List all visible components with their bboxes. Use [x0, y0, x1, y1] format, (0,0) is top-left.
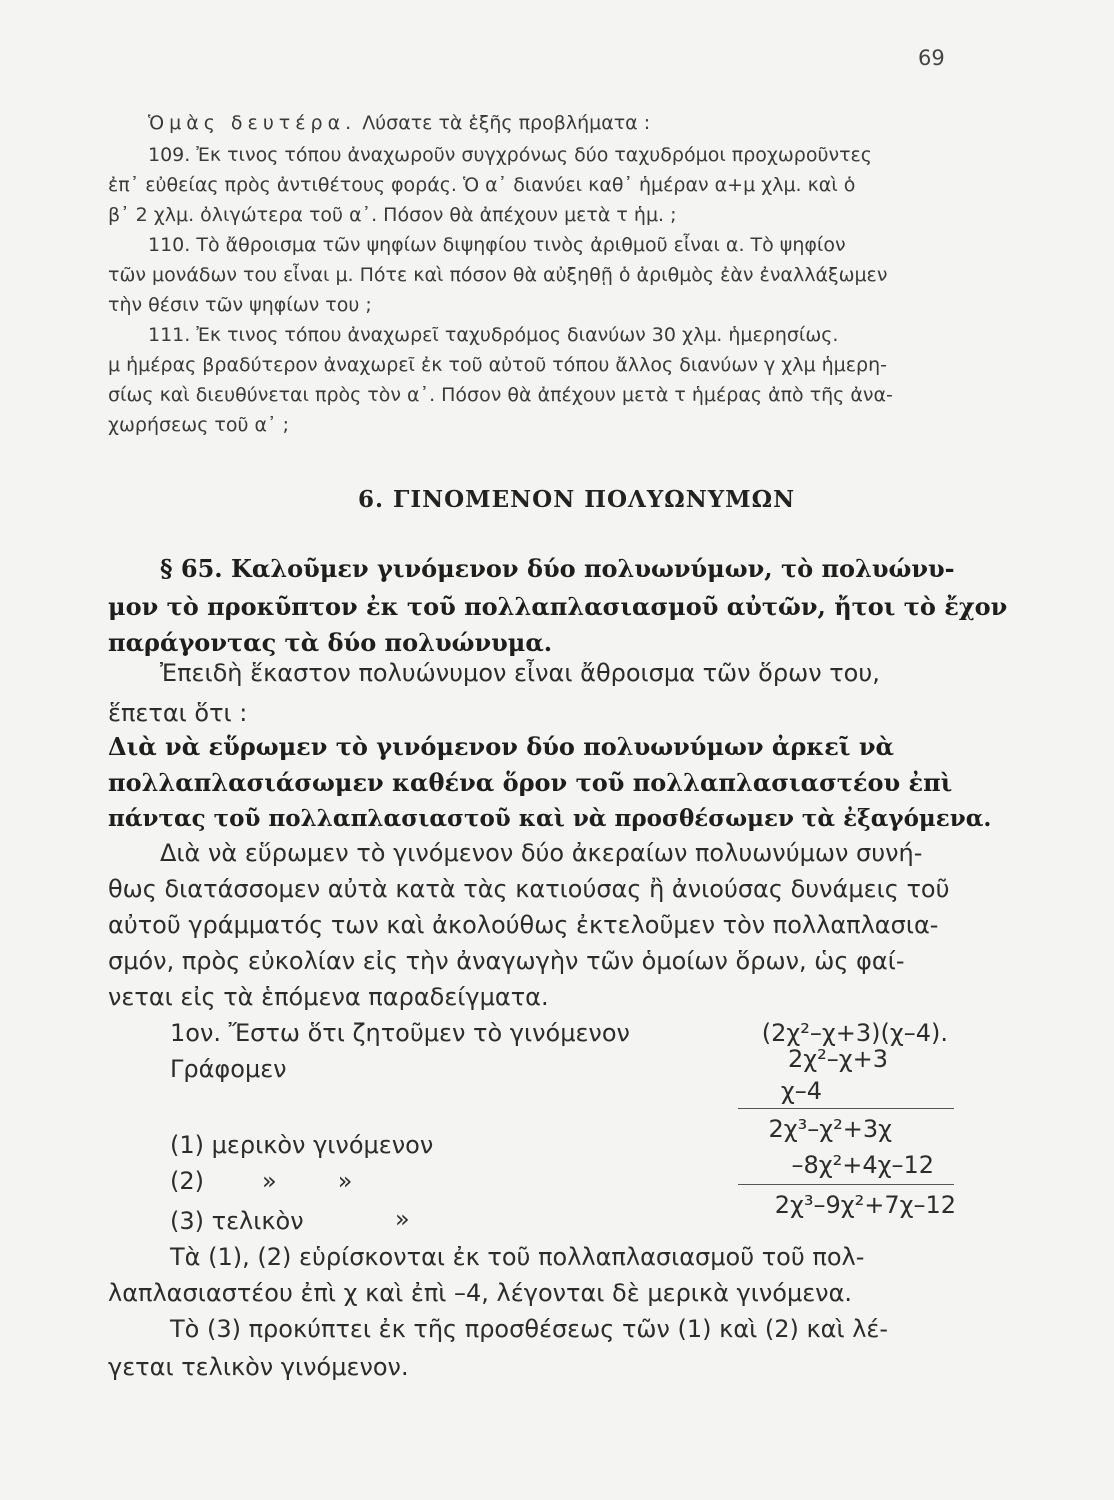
multiplier: χ–4	[780, 1077, 822, 1105]
section-title: 6. ΓΙΝΟΜΕΝΟΝ ΠΟΛΥΩΝΥΜΩΝ	[358, 486, 796, 513]
write-label: Γράφομεν	[170, 1055, 287, 1083]
row3-mark: »	[395, 1205, 410, 1233]
definition-line: § 65. Καλοῦμεν γινόμενον δύο πολυωνύμων, τὸ πολυώνυ-	[160, 554, 955, 583]
paragraph-line: Διὰ νὰ εὕρωμεν τὸ γινόμενον δύο ἀκεραίων πολυωνύμων συνή-	[160, 839, 923, 867]
rule-line: Διὰ νὰ εὕρωμεν τὸ γινόμενον δύο πολυωνύμων ἀρκεῖ νὰ	[108, 732, 894, 761]
rule-line-1	[738, 1108, 954, 1109]
exercise-group-text: Λύσατε τὰ ἑξῆς προβλήματα :	[362, 112, 651, 134]
exercise-line: 111. Ἐκ τινος τόπου ἀναχωρεῖ ταχυδρόμος διανύων 30 χλμ. ἡμερησίως.	[148, 324, 839, 346]
closing-line: γεται τελικὸν γινόμενον.	[108, 1353, 409, 1381]
exercise-line: σίως καὶ διευθύνεται πρὸς τὸν α᾽. Πόσον θὰ ἀπέχουν μετὰ τ ἡμέρας ἀπὸ τῆς ἀνα-	[108, 384, 893, 406]
rule-line: πάντας τοῦ πολλαπλασιαστοῦ καὶ νὰ προσθέσωμεν τὰ ἐξαγόμενα.	[108, 805, 992, 832]
closing-line: λαπλασιαστέου ἐπὶ χ καὶ ἐπὶ –4, λέγονται δὲ μερικὰ γινόμενα.	[108, 1279, 853, 1307]
multiplicand: 2χ²–χ+3	[788, 1045, 888, 1073]
final-product: 2χ³–9χ²+7χ–12	[774, 1191, 956, 1219]
exercise-line: τὴν θέσιν τῶν ψηφίων του ;	[108, 294, 372, 316]
paragraph-line: ἕπεται ὅτι :	[108, 699, 248, 727]
row1-label: (1) μερικὸν γινόμενον	[170, 1131, 434, 1159]
partial-product-2: –8χ²+4χ–12	[791, 1151, 934, 1179]
exercise-line: 109. Ἐκ τινος τόπου ἀναχωροῦν συγχρόνως δύο ταχυδρόμοι προχωροῦντες	[148, 144, 872, 166]
exercise-line: ἐπ᾽ εὐθείας πρὸς ἀντιθέτους φοράς. Ὁ α᾽ διανύει καθ᾽ ἡμέραν α+μ χλμ. καὶ ὁ	[108, 174, 856, 196]
exercise-line: τῶν μονάδων του εἶναι μ. Πότε καὶ πόσον θὰ αὐξηθῇ ὁ ἀριθμὸς ἐὰν ἐναλλάξωμεν	[108, 264, 888, 286]
rule-line: πολλαπλασιάσωμεν καθένα ὅρον τοῦ πολλαπλασιαστέου ἐπὶ	[108, 768, 953, 797]
paragraph-line: Ἐπειδὴ ἕκαστον πολυώνυμον εἶναι ἄθροισμα τῶν ὅρων του,	[160, 659, 880, 687]
closing-line: Τὰ (1), (2) εὑρίσκονται ἐκ τοῦ πολλαπλασιασμοῦ τοῦ πολ-	[170, 1243, 865, 1271]
paragraph-line: σμόν, πρὸς εὐκολίαν εἰς τὴν ἀναγωγὴν τῶν ὁμοίων ὅρων, ὡς φαί-	[108, 947, 905, 975]
exercise-group-heading	[148, 114, 998, 133]
exercise-line: β᾽ 2 χλμ. ὀλιγώτερα τοῦ α᾽. Πόσον θὰ ἀπέχουν μετὰ τ ἡμ. ;	[108, 204, 677, 226]
row2-label: (2)	[170, 1167, 204, 1195]
closing-line: Τὸ (3) προκύπτει ἐκ τῆς προσθέσεως τῶν (1) καὶ (2) καὶ λέ-	[170, 1315, 889, 1343]
rule-line-2	[738, 1184, 954, 1185]
example-intro: 1ον. Ἔστω ὅτι ζητοῦμεν τὸ γινόμενον	[170, 1019, 630, 1047]
definition-line: παράγοντας τὰ δύο πολυώνυμα.	[108, 628, 553, 657]
exercise-line: 110. Τὸ ἄθροισμα τῶν ψηφίων διψηφίου τινὸς ἀριθμοῦ εἶναι α. Τὸ ψηφίον	[148, 234, 846, 256]
exercise-line: μ ἡμέρας βραδύτερον ἀναχωρεῖ ἐκ τοῦ αὐτοῦ τόπου ἄλλος διανύων γ χλμ ἡμερη-	[108, 354, 887, 376]
definition-line: μον τὸ προκῦπτον ἐκ τοῦ πολλαπλασιασμοῦ αὐτῶν, ἤτοι τὸ ἔχον	[108, 592, 1008, 621]
paragraph-line: θως διατάσσομεν αὐτὰ κατὰ τὰς κατιούσας ἢ ἀνιούσας δυνάμεις τοῦ	[108, 875, 950, 903]
exercise-group-label: Ὁμὰς δευτέρα.	[148, 112, 357, 134]
page-number: 69	[918, 46, 945, 70]
exercise-line: χωρήσεως τοῦ α᾽ ;	[108, 414, 289, 436]
paragraph-line: αὐτοῦ γράμματός των καὶ ἀκολούθως ἐκτελοῦμεν τὸν πολλαπλασια-	[108, 911, 939, 939]
row2-marks: » »	[262, 1167, 353, 1195]
paragraph-line: νεται εἰς τὰ ἑπόμενα παραδείγματα.	[108, 983, 549, 1011]
row3-label: (3) τελικὸν	[170, 1207, 304, 1235]
example-expression: (2χ²–χ+3)(χ–4).	[761, 1019, 948, 1047]
partial-product-1: 2χ³–χ²+3χ	[768, 1115, 892, 1143]
